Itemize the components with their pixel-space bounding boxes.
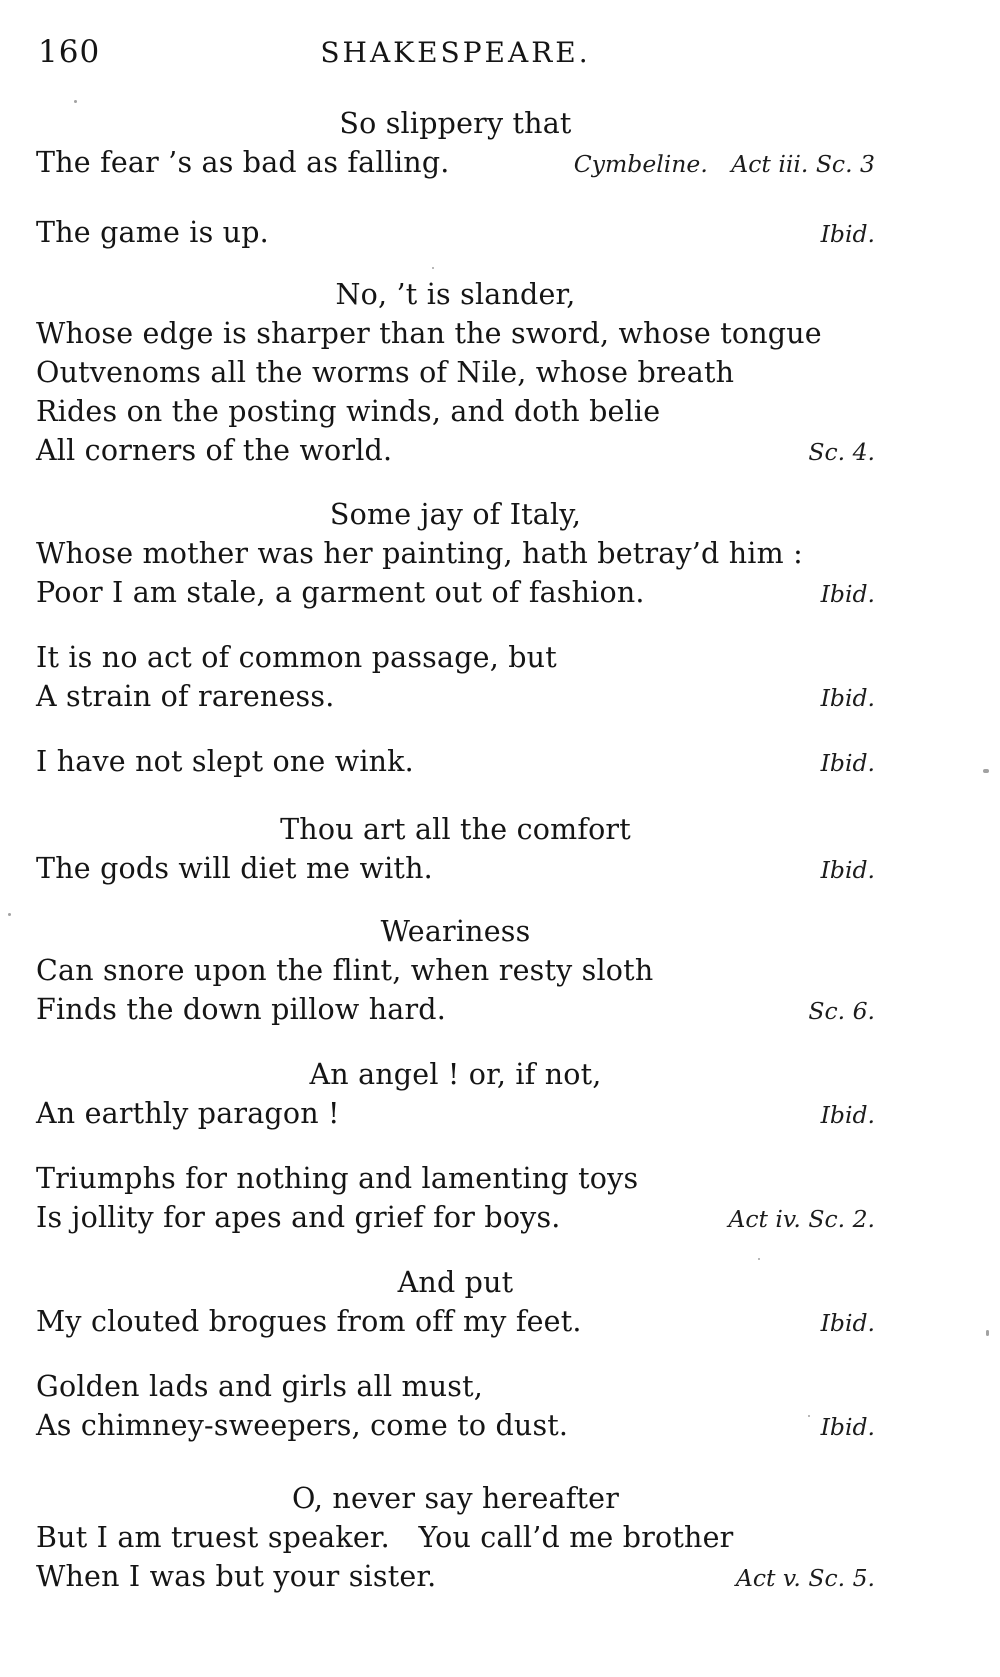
verse-line-centered: Thou art all the comfort — [280, 813, 631, 846]
page-number: 160 — [38, 34, 101, 70]
verse-line-centered: And put — [397, 1266, 514, 1299]
quote-block — [36, 1367, 875, 1447]
running-head-title: SHAKESPEARE. — [320, 36, 591, 69]
quote-block — [36, 810, 875, 890]
citation: Ibid. — [820, 220, 875, 248]
quote-block — [36, 275, 875, 472]
verse-line: Outvenoms all the worms of Nile, whose breath — [36, 356, 735, 389]
verse-line: An earthly paragon ! — [36, 1097, 340, 1130]
scan-speck — [808, 1415, 810, 1417]
quote-block — [36, 495, 875, 614]
verse-line: Rides on the posting winds, and doth belie — [36, 395, 661, 428]
verse-line-centered: Weariness — [380, 915, 531, 948]
scan-speck — [74, 100, 77, 103]
verse-line-centered: No, ’t is slander, — [335, 278, 576, 311]
quote-block — [36, 213, 875, 254]
scan-speck — [432, 267, 434, 269]
citation: Ibid. — [820, 1101, 875, 1129]
verse-line-centered: An angel ! or, if not, — [309, 1058, 602, 1091]
citation: Ibid. — [820, 684, 875, 712]
quote-block — [36, 104, 875, 184]
verse-line: But I am truest speaker. You call’d me brother — [36, 1521, 734, 1554]
verse-line: Poor I am stale, a garment out of fashion. — [36, 576, 645, 609]
citation: Ibid. — [820, 856, 875, 884]
verse-line: Whose edge is sharper than the sword, whose tongue — [36, 317, 822, 350]
quote-block — [36, 742, 875, 783]
verse-line: All corners of the world. — [36, 434, 393, 467]
verse-line: Is jollity for apes and grief for boys. — [36, 1201, 561, 1234]
verse-line: I have not slept one wink. — [36, 745, 414, 778]
citation: Ibid. — [820, 580, 875, 608]
verse-line: The gods will diet me with. — [36, 852, 433, 885]
quote-block — [36, 1055, 875, 1135]
citation: Cymbeline. Act iii. Sc. 3 — [573, 150, 875, 178]
verse-line-centered: O, never say hereafter — [291, 1482, 620, 1515]
citation: Sc. 4. — [808, 438, 875, 466]
verse-line: When I was but your sister. — [36, 1560, 437, 1593]
citation: Act iv. Sc. 2. — [728, 1205, 875, 1233]
citation: Sc. 6. — [808, 997, 875, 1025]
verse-line: Triumphs for nothing and lamenting toys — [36, 1162, 639, 1195]
quote-block — [36, 638, 875, 718]
verse-line: The fear ’s as bad as falling. — [36, 146, 450, 179]
verse-line-centered: So slippery that — [339, 107, 572, 140]
verse-line: It is no act of common passage, but — [36, 641, 557, 674]
verse-line: My clouted brogues from off my feet. — [36, 1305, 582, 1338]
verse-line: The game is up. — [36, 216, 269, 249]
verse-line: Finds the down pillow hard. — [36, 993, 446, 1026]
quote-block — [36, 1159, 875, 1239]
citation: Ibid. — [820, 1309, 875, 1337]
quote-block — [36, 1479, 875, 1598]
verse-line: Can snore upon the flint, when resty sloth — [36, 954, 654, 987]
verse-line: Whose mother was her painting, hath betray’d him : — [36, 537, 803, 570]
citation: Ibid. — [820, 749, 875, 777]
scan-speck — [986, 1330, 989, 1336]
quote-block — [36, 912, 875, 1031]
citation: Act v. Sc. 5. — [735, 1564, 875, 1592]
running-header — [36, 34, 875, 76]
verse-line: As chimney-sweepers, come to dust. — [36, 1409, 569, 1442]
verse-line: Golden lads and girls all must, — [36, 1370, 484, 1403]
citation: Ibid. — [820, 1413, 875, 1441]
scan-speck — [8, 913, 11, 916]
quote-block — [36, 1263, 875, 1343]
scan-speck — [983, 769, 989, 773]
verse-line-centered: Some jay of Italy, — [329, 498, 582, 531]
scan-speck — [758, 1258, 760, 1260]
verse-line: A strain of rareness. — [36, 680, 335, 713]
